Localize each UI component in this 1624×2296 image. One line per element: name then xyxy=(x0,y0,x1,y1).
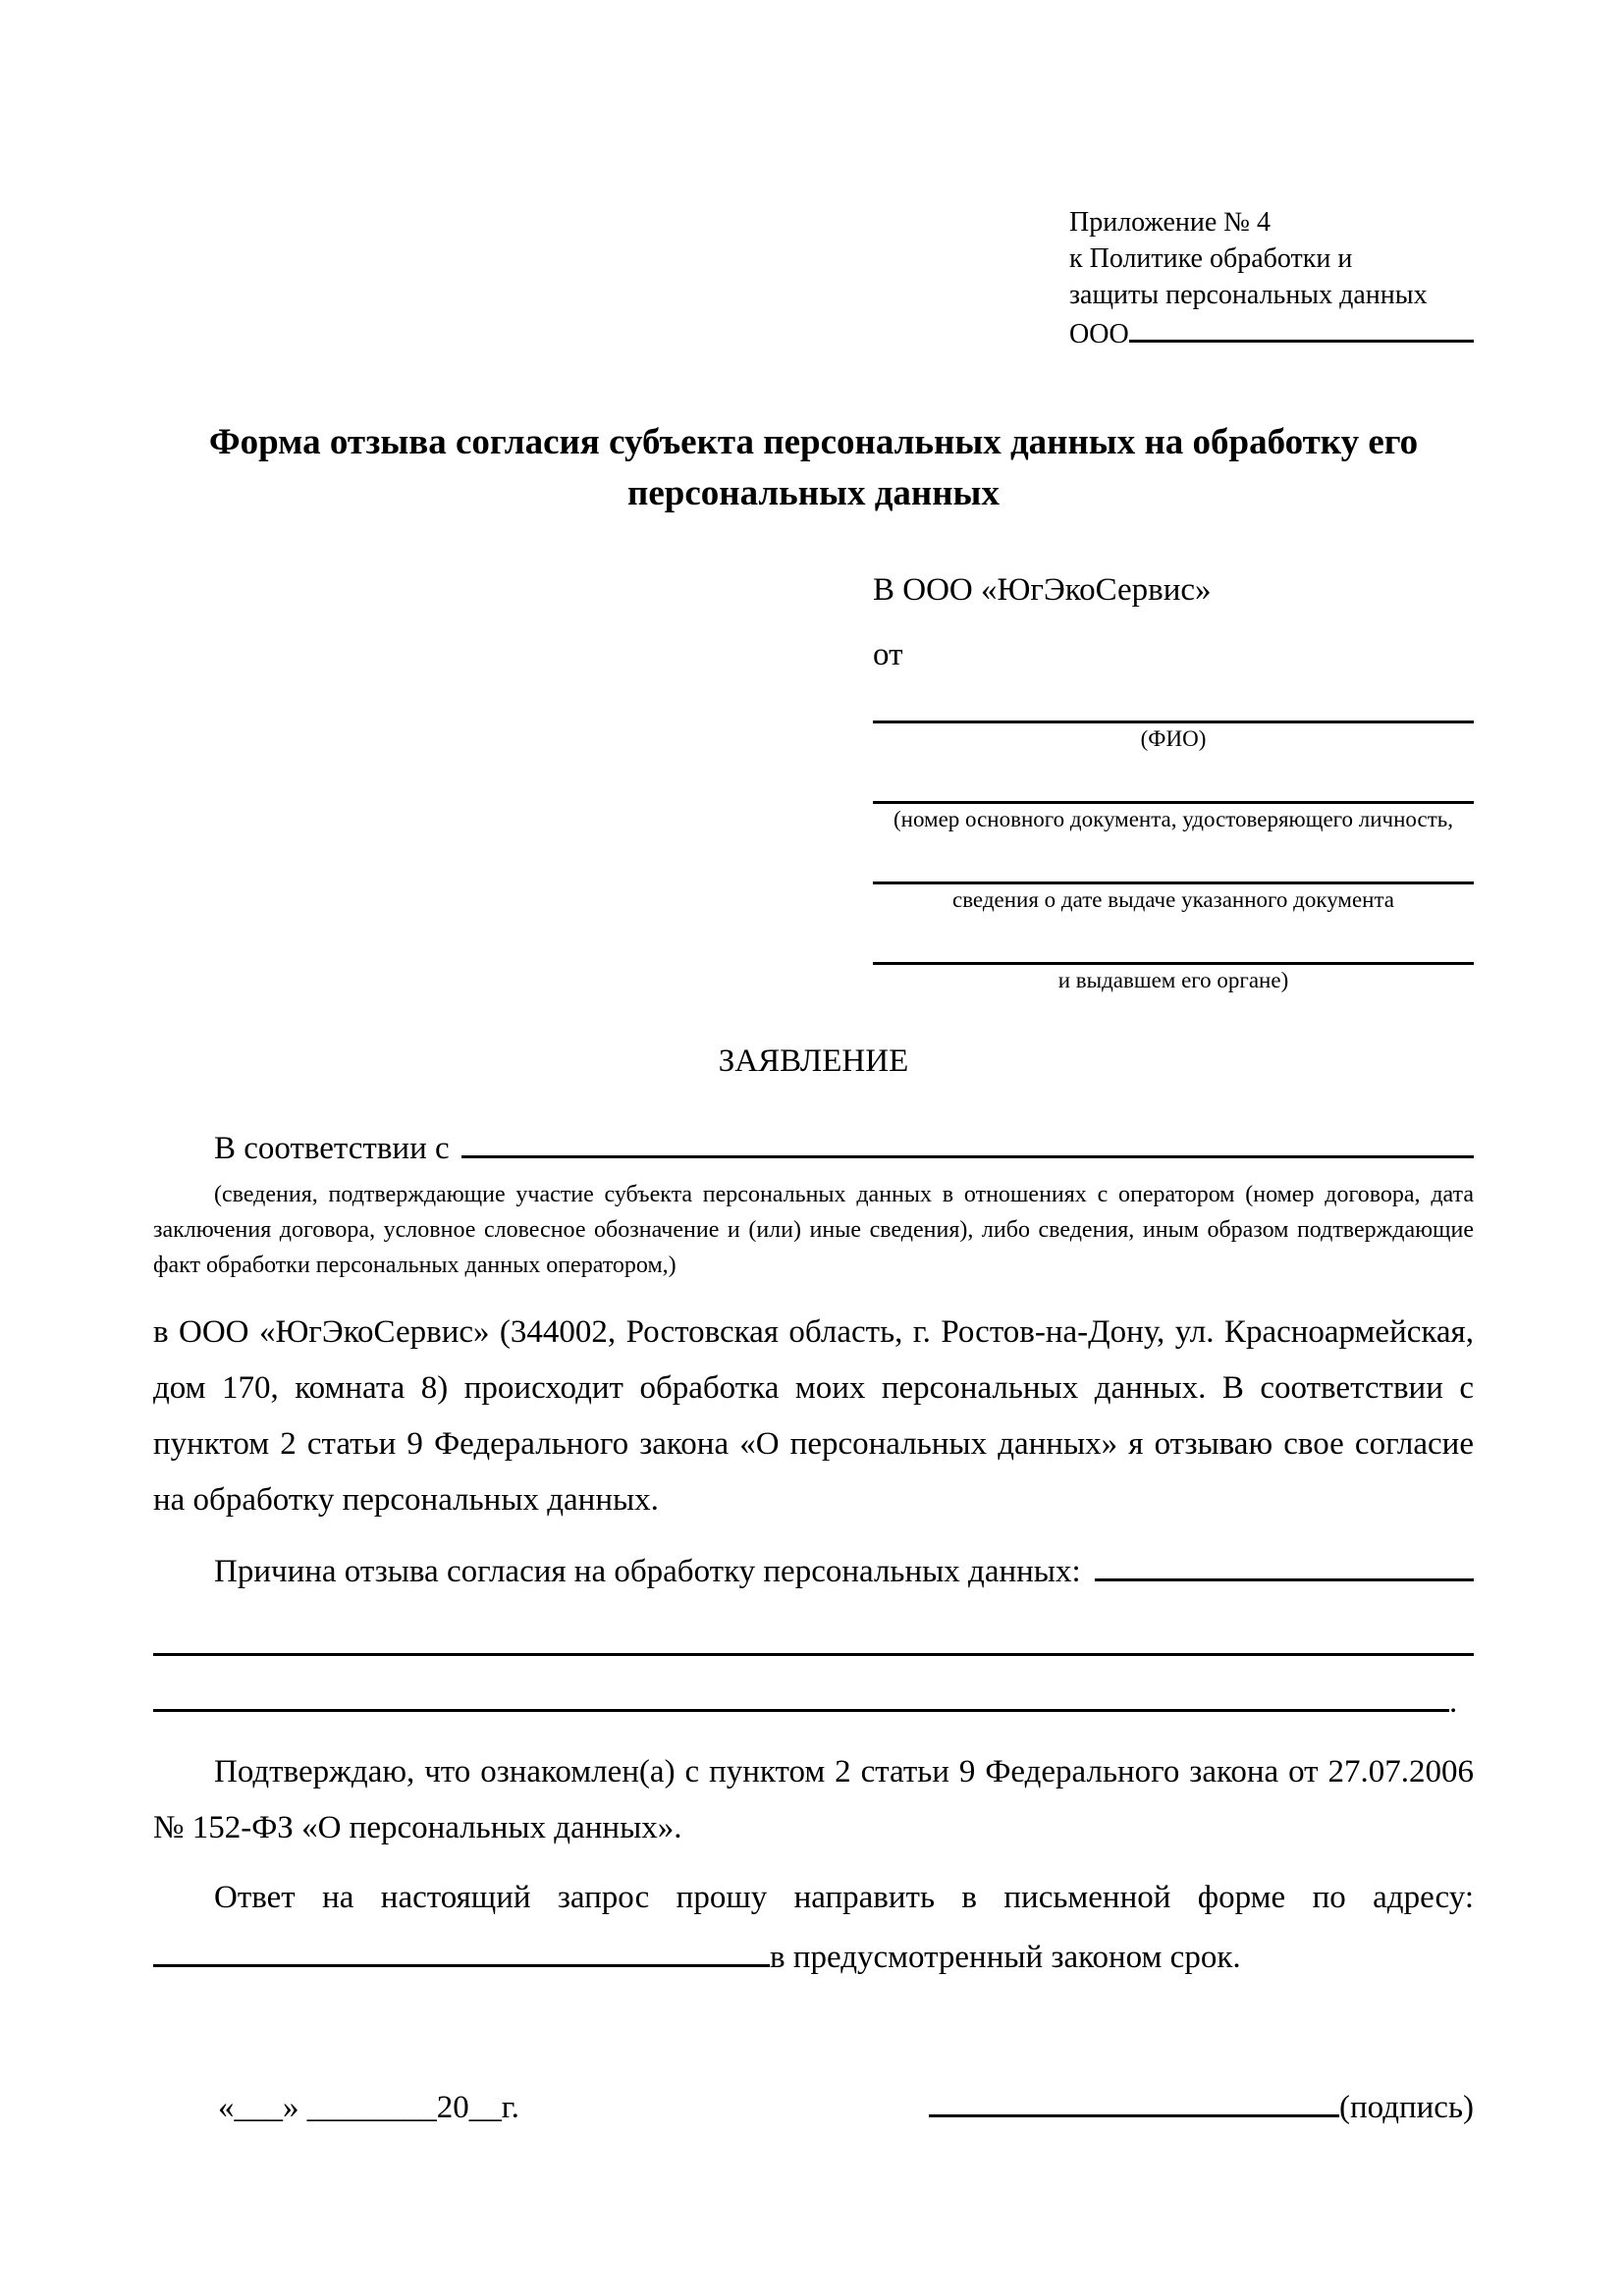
addressee-from-label: от xyxy=(873,637,903,672)
reason-blank-row-1 xyxy=(153,1600,1474,1656)
fine-print-note: (сведения, подтверждающие участие субъекта персональных данных в отношениях с оператором (номер договора, дата заключения договора, условное словесное обозначение и (или) иные сведения), либо сведения, иным образом подтверждающие факт обработки персональных данных оператором,) xyxy=(153,1182,1474,1278)
blank-line xyxy=(153,1656,1449,1712)
date-blank-text: «___» ________20__г. xyxy=(218,2090,519,2125)
issue-date-blank-line xyxy=(873,861,1474,884)
appendix-line-2: к Политике обработки и xyxy=(1069,243,1353,274)
document-number-blank-line xyxy=(873,780,1474,804)
document-title: Форма отзыва согласия субъекта персональных данных на обработку его персональных данных xyxy=(208,422,1419,513)
ooo-name-blank-line xyxy=(1129,313,1474,343)
addressee-block xyxy=(873,570,1474,996)
footer-row xyxy=(153,2080,1474,2132)
signature-cell xyxy=(929,2080,1474,2132)
signature-caption: (подпись) xyxy=(1339,2090,1474,2125)
issuing-authority-blank-line xyxy=(873,941,1474,965)
issuing-authority-field xyxy=(873,941,1474,996)
issuing-authority-caption: и выдавшем его органе) xyxy=(1057,968,1289,992)
fio-blank-line xyxy=(873,700,1474,723)
signature-blank-line xyxy=(929,2080,1339,2117)
reason-blank-line xyxy=(1095,1540,1474,1581)
fio-caption: (ФИО) xyxy=(1140,726,1207,751)
reply-tail-text: в предусмотренный законом срок. xyxy=(770,1940,1241,1975)
main-paragraph: в ООО «ЮгЭкоСервис» (344002, Ростовская область, г. Ростов-на-Дону, ул. Красноармейская, дом 170, комната 8) происходит обработка моих персональных данных. В соответствии с пунктом 2 статьи 9 Федерального закона «О персональных данных» я отзываю свое согласие на обработку персональных данных. xyxy=(153,1314,1474,1518)
appendix-line-3: защиты персональных данных xyxy=(1069,280,1428,310)
reason-label: Причина отзыва согласия на обработку персональных данных: xyxy=(214,1554,1081,1589)
appendix-ooo-row xyxy=(1069,313,1474,352)
blank-line xyxy=(153,1600,1474,1656)
issue-date-field xyxy=(873,861,1474,916)
reply-paragraph-line2 xyxy=(153,1926,1474,1986)
reason-row xyxy=(153,1540,1474,1600)
appendix-line-1: Приложение № 4 xyxy=(1069,207,1271,238)
issue-date-caption: сведения о дате выдаче указанного документа xyxy=(951,887,1395,912)
accordance-row xyxy=(153,1123,1474,1173)
accordance-blank-line xyxy=(461,1123,1474,1158)
reason-blank-row-2 xyxy=(153,1656,1474,1731)
reply-paragraph-line1: Ответ на настоящий запрос прошу направить в письменной форме по адресу: xyxy=(214,1880,1474,1915)
document-number-caption: (номер основного документа, удостоверяющего личность, xyxy=(893,807,1453,831)
statement-heading: ЗАЯВЛЕНИЕ xyxy=(718,1043,909,1079)
ooo-label: ООО xyxy=(1069,319,1129,349)
confirm-paragraph: Подтверждаю, что ознакомлен(а) с пунктом 2 статьи 9 Федерального закона от 27.07.2006 № 152-ФЗ «О персональных данных». xyxy=(153,1754,1474,1845)
blank-line-terminator: . xyxy=(1449,1684,1458,1720)
appendix-block xyxy=(1069,204,1474,352)
fio-field xyxy=(873,700,1474,755)
address-blank-line xyxy=(153,1926,770,1967)
accordance-label: В соответствии с xyxy=(214,1131,450,1166)
document-number-field xyxy=(873,780,1474,835)
addressee-to: В ООО «ЮгЭкоСервис» xyxy=(873,572,1212,608)
